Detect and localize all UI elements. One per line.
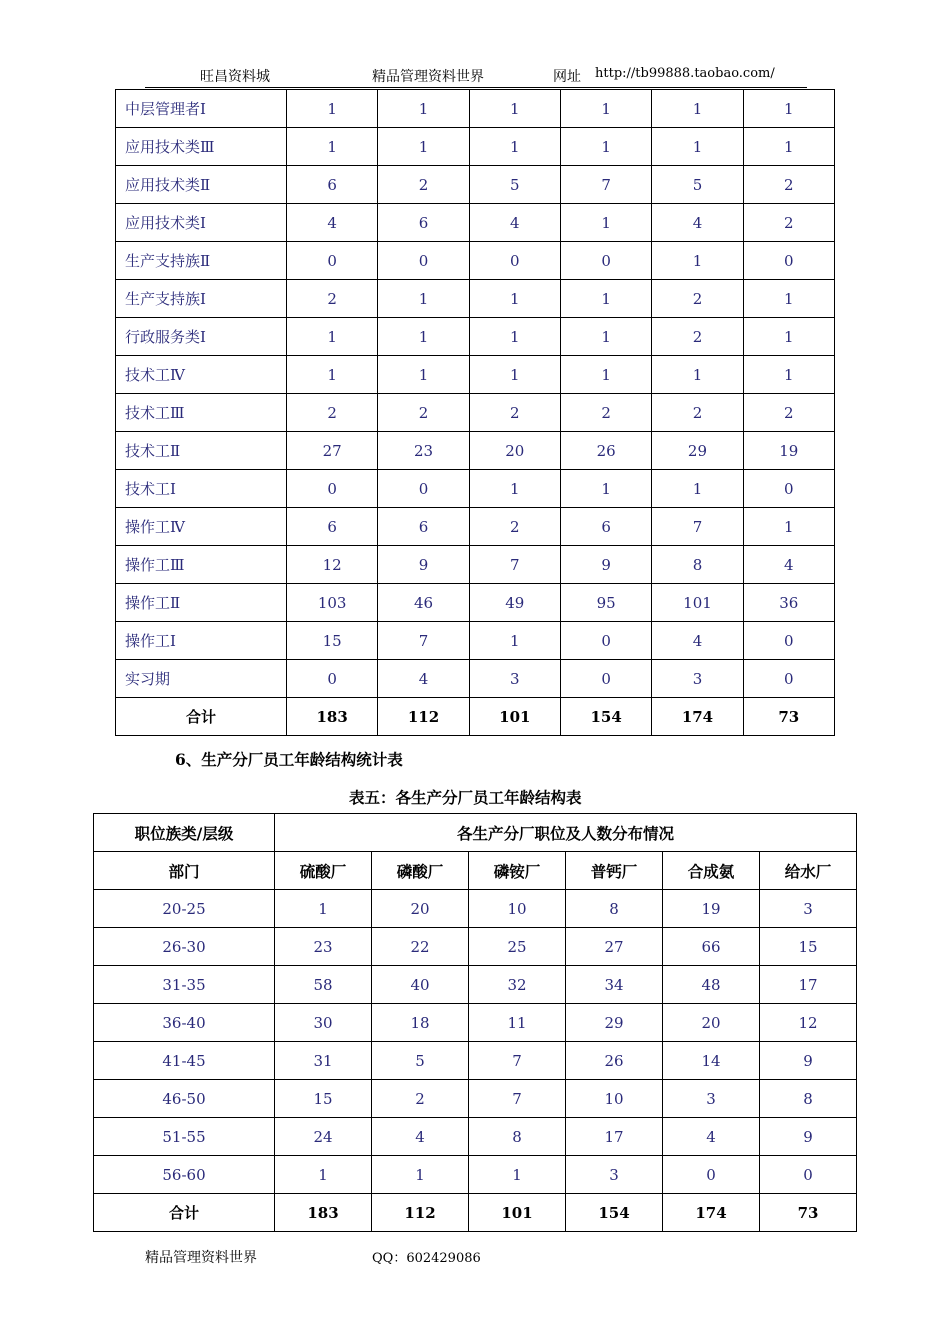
header-center: 精品管理资料世界 xyxy=(372,69,484,85)
table-cell: 5 xyxy=(372,1042,469,1080)
table-cell: 8 xyxy=(566,890,663,928)
header-url: http://tb99888.taobao.com/ xyxy=(595,66,775,81)
table-cell: 17 xyxy=(760,966,857,1004)
footer-left: 精品管理资料世界 xyxy=(145,1250,257,1266)
table-cell: 46 xyxy=(378,584,469,622)
table-cell: 6 xyxy=(378,508,469,546)
row-label: 应用技术类Ⅰ xyxy=(116,204,287,242)
table-cell: 9 xyxy=(378,546,469,584)
table-cell: 29 xyxy=(566,1004,663,1042)
head-span: 各生产分厂职位及人数分布情况 xyxy=(275,814,857,852)
row-label: 生产支持族Ⅱ xyxy=(116,242,287,280)
row-label: 51-55 xyxy=(94,1118,275,1156)
table-cell: 1 xyxy=(378,356,469,394)
table-cell: 9 xyxy=(560,546,651,584)
table-cell: 1 xyxy=(743,280,834,318)
table-cell: 1 xyxy=(652,470,743,508)
table-row xyxy=(116,90,835,128)
table-cell: 20 xyxy=(469,432,560,470)
row-label: 应用技术类Ⅲ xyxy=(116,128,287,166)
table-cell: 5 xyxy=(469,166,560,204)
table-row xyxy=(94,966,857,1004)
table-cell: 112 xyxy=(372,1194,469,1232)
table-cell: 26 xyxy=(560,432,651,470)
table-row xyxy=(116,584,835,622)
row-label: 行政服务类Ⅰ xyxy=(116,318,287,356)
table-cell: 9 xyxy=(760,1118,857,1156)
table-cell: 1 xyxy=(743,356,834,394)
table-5-header-row xyxy=(94,814,857,852)
table-cell: 2 xyxy=(469,394,560,432)
row-label: 实习期 xyxy=(116,660,287,698)
table-cell: 1 xyxy=(560,90,651,128)
table-cell: 2 xyxy=(560,394,651,432)
row-label: 操作工Ⅱ xyxy=(116,584,287,622)
table-cell: 154 xyxy=(560,698,651,736)
table-cell: 0 xyxy=(663,1156,760,1194)
table-cell: 1 xyxy=(560,128,651,166)
row-label: 操作工Ⅰ xyxy=(116,622,287,660)
table-row xyxy=(116,318,835,356)
table-cell: 1 xyxy=(652,356,743,394)
row-label: 合计 xyxy=(116,698,287,736)
table-cell: 2 xyxy=(287,280,378,318)
table-cell: 0 xyxy=(378,470,469,508)
column-header: 磷酸厂 xyxy=(372,852,469,890)
row-label: 技术工Ⅰ xyxy=(116,470,287,508)
total-row xyxy=(94,1194,857,1232)
row-label: 技术工Ⅲ xyxy=(116,394,287,432)
table-cell: 1 xyxy=(469,1156,566,1194)
table-cell: 3 xyxy=(469,660,560,698)
table-cell: 10 xyxy=(566,1080,663,1118)
table-row xyxy=(116,432,835,470)
table-cell: 22 xyxy=(372,928,469,966)
table-cell: 32 xyxy=(469,966,566,1004)
table-cell: 27 xyxy=(287,432,378,470)
table-cell: 2 xyxy=(469,508,560,546)
table-row xyxy=(116,280,835,318)
table-cell: 24 xyxy=(275,1118,372,1156)
table-row xyxy=(116,242,835,280)
table-cell: 8 xyxy=(652,546,743,584)
table-cell: 7 xyxy=(469,546,560,584)
table-cell: 1 xyxy=(469,470,560,508)
table-cell: 4 xyxy=(287,204,378,242)
table-row xyxy=(116,470,835,508)
table-cell: 4 xyxy=(372,1118,469,1156)
table-cell: 1 xyxy=(560,470,651,508)
table-cell: 23 xyxy=(378,432,469,470)
row-label: 应用技术类Ⅱ xyxy=(116,166,287,204)
table-cell: 0 xyxy=(287,470,378,508)
table-cell: 48 xyxy=(663,966,760,1004)
table-cell: 23 xyxy=(275,928,372,966)
table-cell: 20 xyxy=(663,1004,760,1042)
table-cell: 26 xyxy=(566,1042,663,1080)
table-4-continued xyxy=(115,89,835,736)
table-cell: 6 xyxy=(378,204,469,242)
table-cell: 15 xyxy=(275,1080,372,1118)
table-row xyxy=(116,166,835,204)
table-cell: 1 xyxy=(275,1156,372,1194)
table-cell: 2 xyxy=(372,1080,469,1118)
table-cell: 1 xyxy=(378,90,469,128)
table-cell: 1 xyxy=(287,128,378,166)
table-cell: 19 xyxy=(663,890,760,928)
table-cell: 1 xyxy=(469,622,560,660)
row-label: 合计 xyxy=(94,1194,275,1232)
table-cell: 7 xyxy=(469,1080,566,1118)
table-cell: 3 xyxy=(760,890,857,928)
row-label: 技术工Ⅳ xyxy=(116,356,287,394)
table-cell: 1 xyxy=(378,128,469,166)
table-row xyxy=(116,660,835,698)
head-left: 职位族类/层级 xyxy=(94,814,275,852)
table-cell: 3 xyxy=(663,1080,760,1118)
row-label: 生产支持族Ⅰ xyxy=(116,280,287,318)
row-label: 46-50 xyxy=(94,1080,275,1118)
column-header: 硫酸厂 xyxy=(275,852,372,890)
table-cell: 12 xyxy=(287,546,378,584)
section-6-title: 6、生产分厂员工年龄结构统计表 xyxy=(175,750,403,769)
table-cell: 0 xyxy=(287,242,378,280)
table-cell: 2 xyxy=(652,280,743,318)
table-cell: 1 xyxy=(560,204,651,242)
header-left: 旺昌资料城 xyxy=(200,69,270,85)
table-cell: 11 xyxy=(469,1004,566,1042)
row-label: 31-35 xyxy=(94,966,275,1004)
table-row xyxy=(94,1156,857,1194)
table-cell: 18 xyxy=(372,1004,469,1042)
table-cell: 0 xyxy=(743,470,834,508)
table-cell: 7 xyxy=(652,508,743,546)
table-cell: 1 xyxy=(652,242,743,280)
table-row xyxy=(116,128,835,166)
table-cell: 2 xyxy=(652,318,743,356)
table-row xyxy=(116,204,835,242)
table-cell: 1 xyxy=(652,128,743,166)
table-cell: 1 xyxy=(652,90,743,128)
table-cell: 1 xyxy=(469,356,560,394)
table-cell: 95 xyxy=(560,584,651,622)
table-cell: 25 xyxy=(469,928,566,966)
table-cell: 1 xyxy=(560,318,651,356)
table-cell: 103 xyxy=(287,584,378,622)
row-label: 41-45 xyxy=(94,1042,275,1080)
table-cell: 101 xyxy=(469,698,560,736)
table-cell: 66 xyxy=(663,928,760,966)
table-cell: 49 xyxy=(469,584,560,622)
table-cell: 3 xyxy=(566,1156,663,1194)
table-cell: 2 xyxy=(378,394,469,432)
table-cell: 19 xyxy=(743,432,834,470)
table-cell: 8 xyxy=(469,1118,566,1156)
total-row xyxy=(116,698,835,736)
table-cell: 36 xyxy=(743,584,834,622)
table-cell: 0 xyxy=(743,242,834,280)
table-cell: 14 xyxy=(663,1042,760,1080)
table-cell: 4 xyxy=(469,204,560,242)
table-row xyxy=(116,508,835,546)
table-cell: 73 xyxy=(743,698,834,736)
table-cell: 1 xyxy=(469,128,560,166)
table-cell: 1 xyxy=(378,318,469,356)
table-cell: 1 xyxy=(743,128,834,166)
table-cell: 183 xyxy=(287,698,378,736)
table-cell: 6 xyxy=(287,508,378,546)
column-header: 磷铵厂 xyxy=(469,852,566,890)
table-cell: 4 xyxy=(652,204,743,242)
table-cell: 2 xyxy=(743,394,834,432)
table-cell: 154 xyxy=(566,1194,663,1232)
table-cell: 1 xyxy=(287,356,378,394)
header-divider xyxy=(145,87,807,88)
table-cell: 27 xyxy=(566,928,663,966)
table-cell: 4 xyxy=(743,546,834,584)
table-cell: 73 xyxy=(760,1194,857,1232)
table-cell: 0 xyxy=(760,1156,857,1194)
row-label: 36-40 xyxy=(94,1004,275,1042)
table-cell: 12 xyxy=(760,1004,857,1042)
table-cell: 174 xyxy=(652,698,743,736)
table-cell: 40 xyxy=(372,966,469,1004)
row-label: 56-60 xyxy=(94,1156,275,1194)
table-cell: 31 xyxy=(275,1042,372,1080)
table-row xyxy=(116,394,835,432)
column-header: 普钙厂 xyxy=(566,852,663,890)
table-cell: 1 xyxy=(469,280,560,318)
table-cell: 0 xyxy=(469,242,560,280)
table-row xyxy=(94,1118,857,1156)
table-cell: 58 xyxy=(275,966,372,1004)
table-cell: 0 xyxy=(378,242,469,280)
table-cell: 8 xyxy=(760,1080,857,1118)
page-header xyxy=(0,66,950,88)
table-5-age-structure xyxy=(93,813,857,1232)
column-header: 给水厂 xyxy=(760,852,857,890)
table-cell: 0 xyxy=(560,622,651,660)
row-label: 操作工Ⅲ xyxy=(116,546,287,584)
row-label: 20-25 xyxy=(94,890,275,928)
row-label: 技术工Ⅱ xyxy=(116,432,287,470)
table-cell: 7 xyxy=(560,166,651,204)
table-cell: 15 xyxy=(760,928,857,966)
column-header: 合成氨 xyxy=(663,852,760,890)
table-row xyxy=(116,356,835,394)
row-label: 操作工Ⅳ xyxy=(116,508,287,546)
table-cell: 1 xyxy=(287,318,378,356)
table-cell: 1 xyxy=(743,90,834,128)
table-cell: 6 xyxy=(287,166,378,204)
table-cell: 2 xyxy=(378,166,469,204)
table-5-column-row xyxy=(94,852,857,890)
table-cell: 34 xyxy=(566,966,663,1004)
table-5-title: 表五：各生产分厂员工年龄结构表 xyxy=(349,788,582,807)
table-cell: 15 xyxy=(287,622,378,660)
table-cell: 5 xyxy=(652,166,743,204)
table-cell: 0 xyxy=(560,242,651,280)
table-cell: 0 xyxy=(743,660,834,698)
table-cell: 174 xyxy=(663,1194,760,1232)
table-cell: 3 xyxy=(652,660,743,698)
table-cell: 1 xyxy=(372,1156,469,1194)
table-cell: 0 xyxy=(287,660,378,698)
table-cell: 1 xyxy=(469,318,560,356)
footer-qq: QQ：602429086 xyxy=(372,1251,481,1266)
table-cell: 4 xyxy=(663,1118,760,1156)
table-cell: 10 xyxy=(469,890,566,928)
table-cell: 101 xyxy=(652,584,743,622)
table-row xyxy=(94,928,857,966)
row-label: 中层管理者Ⅰ xyxy=(116,90,287,128)
table-cell: 1 xyxy=(560,280,651,318)
table-cell: 4 xyxy=(378,660,469,698)
table-cell: 1 xyxy=(275,890,372,928)
table-cell: 1 xyxy=(743,508,834,546)
table-cell: 2 xyxy=(287,394,378,432)
table-cell: 2 xyxy=(652,394,743,432)
dept-label: 部门 xyxy=(94,852,275,890)
table-cell: 1 xyxy=(378,280,469,318)
table-cell: 17 xyxy=(566,1118,663,1156)
table-cell: 183 xyxy=(275,1194,372,1232)
table-cell: 2 xyxy=(743,204,834,242)
table-cell: 1 xyxy=(560,356,651,394)
table-cell: 101 xyxy=(469,1194,566,1232)
table-cell: 20 xyxy=(372,890,469,928)
table-row xyxy=(94,1080,857,1118)
table-cell: 9 xyxy=(760,1042,857,1080)
table-row xyxy=(94,1004,857,1042)
table-row xyxy=(94,1042,857,1080)
header-site-label: 网址 xyxy=(553,69,581,85)
row-label: 26-30 xyxy=(94,928,275,966)
table-row xyxy=(116,546,835,584)
table-cell: 0 xyxy=(560,660,651,698)
table-cell: 2 xyxy=(743,166,834,204)
table-cell: 7 xyxy=(378,622,469,660)
table-cell: 1 xyxy=(287,90,378,128)
table-cell: 112 xyxy=(378,698,469,736)
table-cell: 30 xyxy=(275,1004,372,1042)
table-cell: 29 xyxy=(652,432,743,470)
table-row xyxy=(116,622,835,660)
table-cell: 1 xyxy=(469,90,560,128)
table-cell: 1 xyxy=(743,318,834,356)
table-row xyxy=(94,890,857,928)
table-cell: 7 xyxy=(469,1042,566,1080)
table-cell: 4 xyxy=(652,622,743,660)
table-cell: 6 xyxy=(560,508,651,546)
table-cell: 0 xyxy=(743,622,834,660)
